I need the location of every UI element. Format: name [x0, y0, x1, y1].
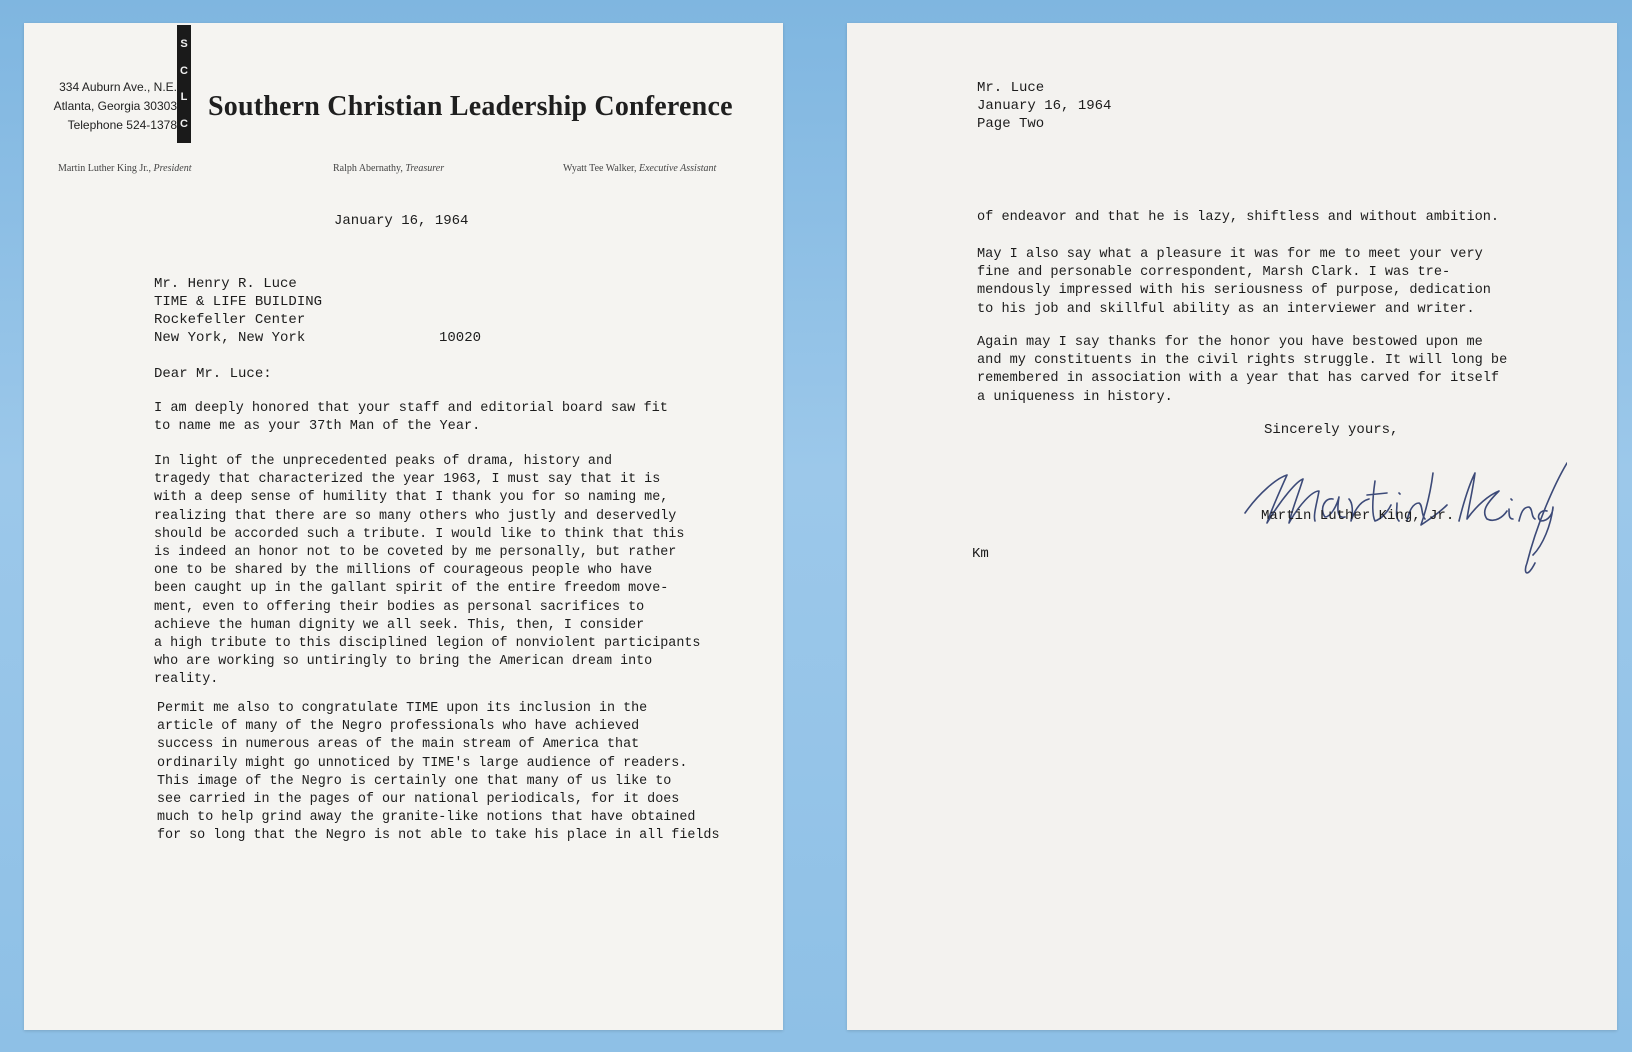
address-street: 334 Auburn Ave., N.E.	[59, 80, 177, 94]
body-paragraph-3: Permit me also to congratulate TIME upon its inclusion in the article of many of the Negro professionals who have achieved success in numerous areas of the main stream of America that ordinarily might go unnoticed by TIME's large audience of readers. This image of the Negro is certainly one that many of us like to see carried in the pages of our national periodicals, for it does much to help grind away the granite-like notions that have obtained for so long that the Negro is not able to take his place in all fields	[157, 701, 720, 844]
letter-date: January 16, 1964	[334, 213, 469, 229]
page-two-header-date: January 16, 1964	[977, 98, 1112, 114]
officer-title: Executive Assistant	[638, 163, 717, 174]
recipient-center: Rockefeller Center	[154, 312, 306, 328]
letter-page-one	[24, 23, 783, 1030]
page-two-header-page: Page Two	[977, 116, 1045, 132]
body-paragraph-1: I am deeply honored that your staff and editorial board saw fit to name me as your 37th Man of the Year.	[154, 401, 668, 435]
salutation: Dear Mr. Luce:	[154, 366, 272, 382]
body-paragraph-4: May I also say what a pleasure it was for me to meet your very fine and personable correspondent, Marsh Clark. I was tre- mendously impressed with his seriousness of purpose, dedication to his job and skillful ability as an interviewer and writer.	[977, 247, 1491, 317]
officer-executive-assistant	[563, 163, 716, 174]
officer-treasurer	[333, 163, 444, 174]
organization-name: Southern Christian Leadership Conference	[208, 91, 733, 122]
officer-president	[58, 163, 192, 174]
recipient-name: Mr. Henry R. Luce	[154, 276, 297, 292]
closing: Sincerely yours,	[1264, 422, 1399, 438]
sclc-letter: S	[180, 38, 188, 51]
recipient-building: TIME & LIFE BUILDING	[154, 294, 323, 310]
body-paragraph-5: Again may I say thanks for the honor you have bestowed upon me and my constituents in the civil rights struggle. It will long be remembered in association with a year that has carved for itself a uniqueness in history.	[977, 335, 1508, 405]
letter-page-two	[847, 23, 1617, 1030]
recipient-city: New York, New York	[154, 330, 306, 346]
signature-text: Martin L King Jr.	[1237, 581, 1244, 582]
officer-name: Martin Luther King Jr.,	[58, 163, 152, 174]
letterhead-address	[34, 78, 177, 135]
typed-signature-name: Martin Luther King, Jr.	[1261, 508, 1455, 524]
address-telephone: Telephone 524-1378	[67, 118, 177, 132]
recipient-zip: 10020	[439, 330, 482, 346]
body-paragraph-2: In light of the unprecedented peaks of drama, history and tragedy that characterized the year 1963, I must say that it is with a deep sense of humility that I thank you for so naming me, realizing that there are so many others who justly and deservedly should be accorded such a tribute. I would like to think that this is indeed an honor not to be coveted by me personally, but rather one to be shared by the millions of courageous people who have been caught up in the gallant spirit of the entire freedom move- ment, even to offering their bodies as personal sacrifices to achieve the human dignity we all seek. This, then, I consider a high tribute to this disciplined legion of nonviolent participants who are working so untiringly to bring the American dream into reality.	[154, 454, 701, 688]
address-city: Atlanta, Georgia 30303	[53, 99, 177, 113]
officer-title: Treasurer	[405, 163, 445, 174]
sclc-letter: C	[180, 117, 188, 130]
typist-initials: Km	[972, 546, 989, 562]
body-paragraph-continued: of endeavor and that he is lazy, shiftless and without ambition.	[977, 210, 1500, 225]
sclc-letter: C	[180, 64, 188, 77]
officer-name: Wyatt Tee Walker,	[563, 163, 637, 174]
officer-title: President	[153, 163, 192, 174]
officer-name: Ralph Abernathy,	[333, 163, 403, 174]
sclc-logo-bar	[177, 25, 191, 143]
page-two-header-recipient: Mr. Luce	[977, 80, 1045, 96]
sclc-letter: L	[180, 91, 188, 104]
